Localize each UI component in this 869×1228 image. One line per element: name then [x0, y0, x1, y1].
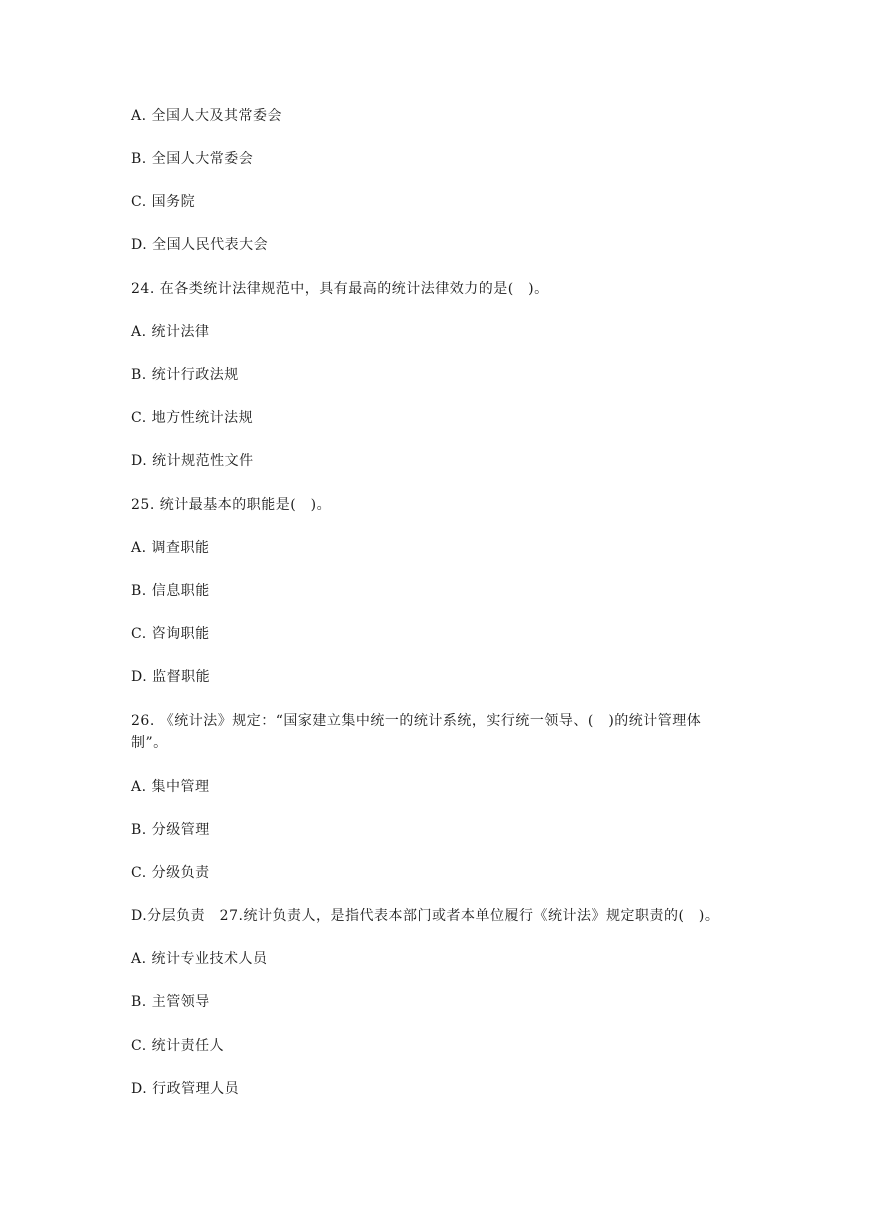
option-line: A. 调查职能	[131, 540, 210, 556]
option-line: A. 统计专业技术人员	[131, 951, 268, 967]
option-line: D. 监督职能	[131, 669, 211, 685]
option-line: B. 统计行政法规	[131, 367, 239, 383]
option-line: D. 统计规范性文件	[131, 453, 254, 469]
option-and-question-line: D.分层负责 27.统计负责人，是指代表本部门或者本单位履行《统计法》规定职责的( )。	[131, 908, 720, 924]
option-line: B. 分级管理	[131, 822, 210, 838]
option-line: C. 国务院	[131, 194, 196, 210]
option-line: B. 信息职能	[131, 583, 210, 599]
option-line: C. 咨询职能	[131, 626, 210, 642]
question-line: 24. 在各类统计法律规范中，具有最高的统计法律效力的是( )。	[131, 281, 549, 297]
option-line: C. 统计责任人	[131, 1038, 225, 1054]
option-line: B. 全国人大常委会	[131, 151, 254, 167]
option-line: C. 分级负责	[131, 865, 210, 881]
question-line: 26. 《统计法》规定：“国家建立集中统一的统计系统，实行统一领导、( )的统计管理体	[131, 713, 702, 729]
option-line: C. 地方性统计法规	[131, 410, 254, 426]
option-line: A. 全国人大及其常委会	[131, 108, 283, 124]
option-line: D. 行政管理人员	[131, 1081, 240, 1097]
option-line: A. 统计法律	[131, 324, 210, 340]
question-line-continued: 制”。	[131, 735, 168, 751]
option-line: B. 主管领导	[131, 994, 210, 1010]
option-line: D. 全国人民代表大会	[131, 237, 269, 253]
question-line: 25. 统计最基本的职能是( )。	[131, 497, 332, 513]
option-line: A. 集中管理	[131, 779, 210, 795]
